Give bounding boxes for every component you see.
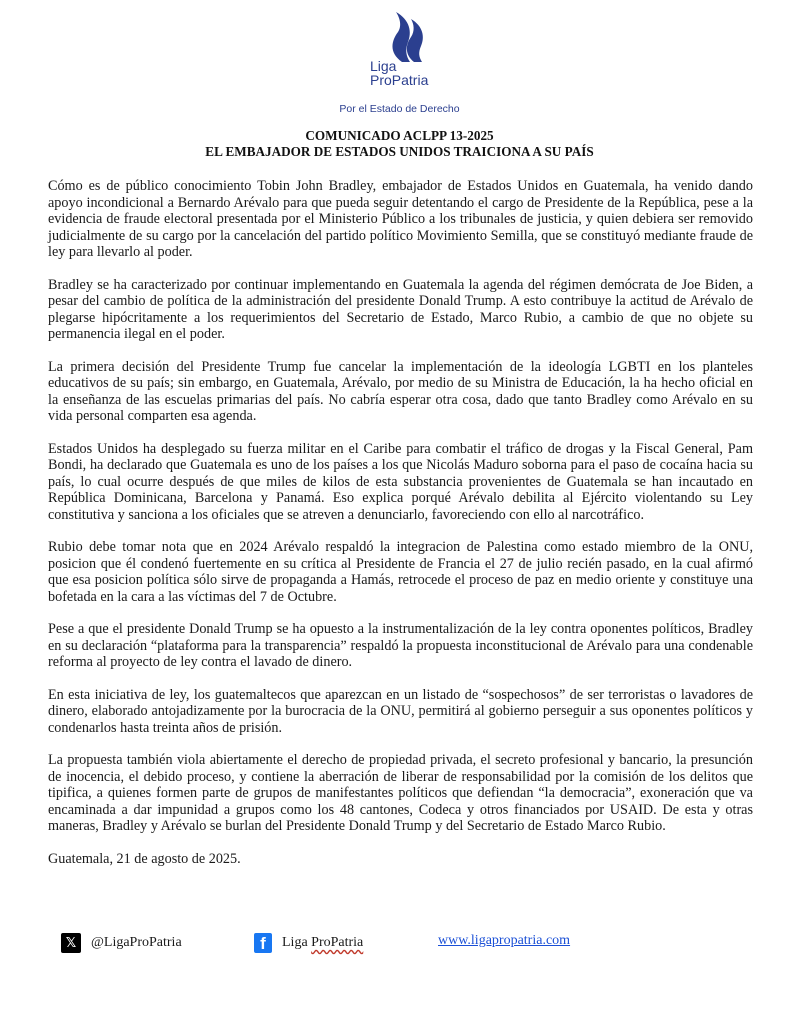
facebook-name: [282, 935, 363, 951]
logo-line2-patria: Patria: [391, 72, 429, 88]
paragraph-2: Bradley se ha caracterizado por continuar implementando en Guatemala la agenda del régimen demócrata de Joe Biden, a pesar del cambio de política de la administración del presidente Donald Trump. A esto contribuye la actitud de Arévalo de plegarse hipócritamente a los requerimientos del Secretario de Estado, Marco Rubio, a cambio de que no objete su permanencia ilegal en el poder.: [48, 276, 753, 342]
flame-logo-icon: [380, 12, 440, 64]
paragraph-7: En esta iniciativa de ley, los guatemaltecos que aparezcan en un listado de “sospechosos” de ser terroristas o lavadores de dinero, elaborado antojadizamente por la burocracia de la ONU, permitirá al gobierno perseguir a sus oponentes políticos y condenarlos hasta treinta años de prisión.: [48, 686, 753, 736]
paragraph-5: Rubio debe tomar nota que en 2024 Arévalo respaldó la integracion de Palestina como estado miembro de la ONU, posicion que él condenó fuertemente en su crítica al Presidente de Francia el 27 de julio recién pasado, en la cual afirmó que esa posicion política sólo sirve de propaganda a Hamás, retrocede el proceso de paz en medio oriente y constituye una bofetada en la cara a las víctimas del 7 de Octubre.: [48, 539, 753, 605]
logo-wordmark: [358, 58, 458, 98]
logo-tagline: Por el Estado de Derecho: [339, 103, 460, 115]
logo-line2: [370, 72, 428, 88]
website-link[interactable]: www.ligapropatria.com: [438, 933, 571, 948]
logo-line1: Liga: [370, 58, 397, 74]
document-header: [0, 128, 799, 160]
paragraph-3: La primera decisión del Presidente Trump fue cancelar la implementación de la ideología LGBTI en los planteles educativos de su país; sin embargo, en Guatemala, Arévalo, por medio de su Ministra de Educación, la ha hecho oficial en la enseñanza de las escuelas primarias del país. No cabría esperar otra cosa, dado que tanto Bradley como Arévalo en su vida personal comparten esa agenda.: [48, 358, 753, 424]
x-logo-icon: 𝕏: [61, 933, 81, 953]
logo-line2-pro: Pro: [370, 72, 392, 88]
communique-number: COMUNICADO ACLPP 13-2025: [305, 128, 494, 143]
facebook-name-a: Liga: [282, 935, 312, 950]
logo: [0, 10, 799, 115]
document-body: [48, 178, 753, 883]
footer-website-item[interactable]: [438, 933, 570, 949]
x-handle: @LigaProPatria: [91, 935, 182, 950]
paragraph-8: La propuesta también viola abiertamente el derecho de propiedad privada, el secreto profesional y bancario, la presunción de inocencia, el debido proceso, y contiene la aberración de liberar de responsabilidad por la comisión de los delitos que tipifica, a quienes formen parte de grupos de manifestantes políticos que defiendan “la democracia”, exoneración que va encaminada a dar impunidad a grupos como los 48 cantones, Codeca y otros financiados por USAID. De esta y otras maneras, Bradley y Arévalo se burlan del Presidente Donald Trump y del Secretario de Estado Marco Rubio.: [48, 752, 753, 834]
document-title: EL EMBAJADOR DE ESTADOS UNIDOS TRAICIONA A SU PAÍS: [205, 144, 594, 159]
footer-x-item[interactable]: [61, 933, 182, 953]
paragraph-4: Estados Unidos ha desplegado su fuerza militar en el Caribe para combatir el tráfico de drogas y la Fiscal General, Pam Bondi, ha declarado que Guatemala es uno de los países a los que Nicolás Maduro soborna para el paso de cocaína hacia su país, lo cual ocurre después de que miles de kilos de esta substancia provenientes de Guatemala se han incautado en República Dominicana, Barcelona y Panamá. Eso explica porqué Arévalo debilita al Ejército violentando su Ley constitutiva y sanciona a los oficiales que se atreven a denunciarlo, favoreciendo con ello al narcotráfico.: [48, 440, 753, 523]
facebook-name-b: ProPatria: [311, 935, 364, 950]
facebook-icon: f: [254, 933, 272, 953]
date-line: Guatemala, 21 de agosto de 2025.: [48, 850, 241, 867]
footer-facebook-item[interactable]: [254, 933, 363, 953]
footer: [0, 933, 799, 957]
paragraph-6: Pese a que el presidente Donald Trump se ha opuesto a la instrumentalización de la ley contra oponentes políticos, Bradley en su declaración “plataforma para la transparencia” respaldó la propuesta inconstitucional de Arévalo para una condenable reforma al proyecto de ley contra el lavado de dinero.: [48, 621, 753, 670]
paragraph-1: Cómo es de público conocimiento Tobin John Bradley, embajador de Estados Unidos en Guatemala, ha venido dando apoyo incondicional a Bernardo Arévalo para que pueda seguir detentando el cargo de Presidente de la República, pese a la evidencia de fraude electoral presentada por el Ministerio Público a los tribunales de justicia, y quien debiera ser removido judicialmente de su cargo por la cancelación del partido político Movimiento Semilla, que se constituyó mediante fraude de ley para llevarlo al poder.: [48, 178, 753, 260]
